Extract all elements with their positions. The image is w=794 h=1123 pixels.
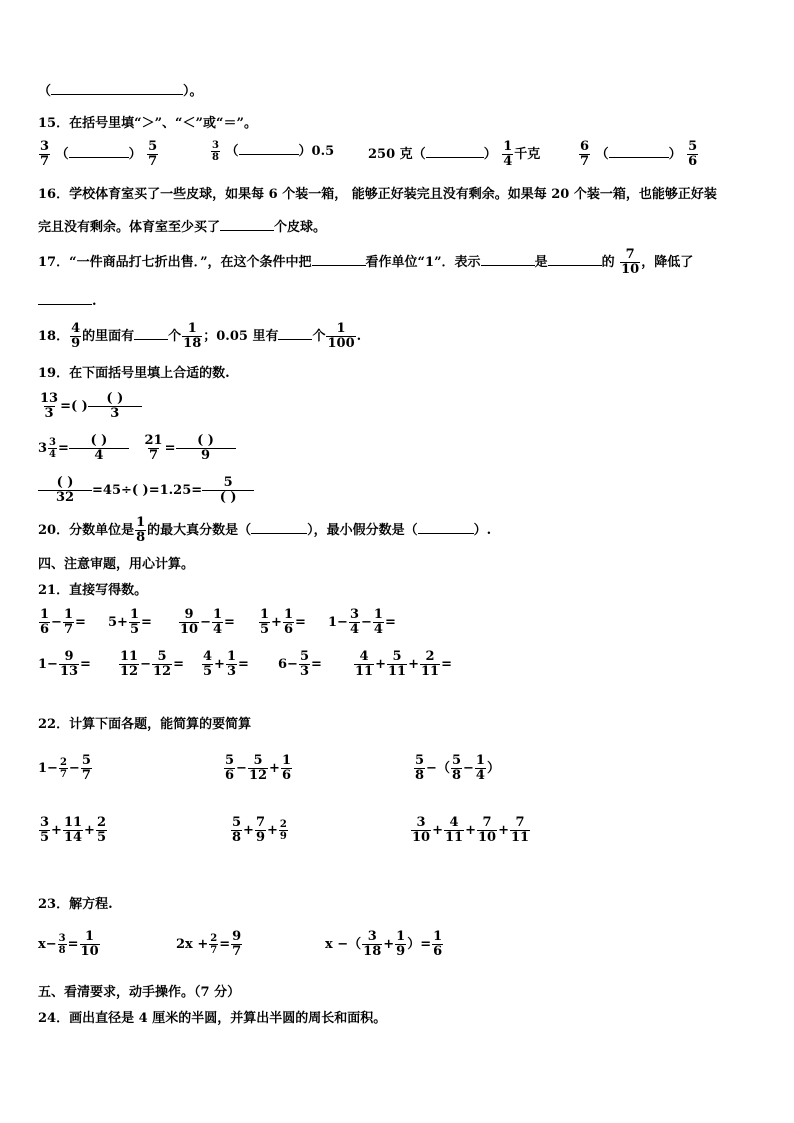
answer-blank[interactable] xyxy=(51,82,183,95)
numerator: 1 xyxy=(373,607,383,622)
fraction xyxy=(510,816,530,845)
numerator: 2 xyxy=(96,815,106,830)
numerator: 1 xyxy=(63,607,73,622)
denominator: 7 xyxy=(232,944,242,959)
calc-item xyxy=(258,608,306,637)
numerator: 3 xyxy=(40,815,50,830)
calc-item xyxy=(38,754,93,783)
fraction xyxy=(63,816,83,845)
operator: 2x + xyxy=(176,937,209,952)
q20: 20．分数单位是 $\frac{1}{8}$ 的最大真分数是（ ），最小假分数是（ ）. xyxy=(38,515,492,545)
expression xyxy=(325,929,444,959)
numerator: 5 xyxy=(415,753,425,768)
q23-title: 23．解方程. xyxy=(38,897,113,912)
compare-blank[interactable] xyxy=(69,145,129,158)
calc-item xyxy=(38,816,108,845)
denominator: 10 xyxy=(478,830,497,845)
answer-blank[interactable] xyxy=(278,327,312,340)
fraction xyxy=(281,754,292,783)
q15-item-4: $\frac{6}{7}$ （ ） $\frac{5}{6}$ xyxy=(580,139,698,169)
fraction: $\frac{1}{8}$ xyxy=(136,515,146,545)
answer-blank[interactable] xyxy=(134,327,168,340)
q16-line-2: 完且没有剩余。体育室至少买了 个皮球。 xyxy=(38,220,327,235)
numerator: 9 xyxy=(184,607,194,622)
denominator: 18 xyxy=(363,944,382,959)
fraction xyxy=(451,754,462,783)
expression xyxy=(176,929,243,959)
fraction xyxy=(226,650,237,679)
numerator: 11 xyxy=(120,649,139,664)
denominator: 12 xyxy=(248,768,268,783)
numerator: 2 xyxy=(279,819,287,830)
fraction: $\frac{3}{7}$ xyxy=(40,139,50,169)
fraction: $\frac{6}{7}$ xyxy=(580,139,590,169)
operator: = xyxy=(80,657,91,672)
numerator: 3 xyxy=(349,607,359,622)
numerator: 5 xyxy=(157,649,167,664)
denominator: 5 xyxy=(96,830,106,845)
expression xyxy=(178,607,235,637)
calc-item xyxy=(176,930,243,959)
denominator: 11 xyxy=(445,830,464,845)
calc-item xyxy=(413,754,500,783)
fraction xyxy=(58,933,67,956)
fraction: $\frac{3}{4}$ xyxy=(49,437,57,460)
q15-title: 15．在括号里填“＞”、“＜”或“＝”。 xyxy=(38,116,257,131)
q19-row-2: 3 $\frac{3}{4}$ = $\frac{( )}{4}$ $\frac{21}{7}$ = $\frac{( )}{9}$ xyxy=(38,434,236,463)
denominator: 8 xyxy=(58,945,66,956)
numerator: 4 xyxy=(359,649,369,664)
numerator: 4 xyxy=(203,649,213,664)
q16-line-1: 16．学校体育室买了一些皮球，如果每 6 个装一箱， 能够正好装完且没有剩余。如果每 20 个装一箱，也能够正好装 xyxy=(38,187,717,202)
fraction-blank: $\frac{( )}{32}$ xyxy=(39,476,91,505)
fraction xyxy=(81,754,92,783)
numerator: 5 xyxy=(253,753,263,768)
operator: + xyxy=(432,823,443,838)
answer-blank[interactable] xyxy=(251,521,307,534)
fraction xyxy=(39,608,50,637)
numerator: 11 xyxy=(63,815,83,830)
calc-item xyxy=(38,650,91,679)
numerator: 7 xyxy=(255,815,265,830)
answer-blank[interactable] xyxy=(548,253,602,266)
expression xyxy=(38,929,101,959)
denominator: 5 xyxy=(203,664,213,679)
q15-item-1: $\frac{3}{7}$ （ ） $\frac{5}{7}$ xyxy=(40,139,158,169)
denominator: 11 xyxy=(511,830,530,845)
expression xyxy=(38,753,93,783)
calc-item xyxy=(328,608,396,637)
q15-item-2: $\frac{3}{8}$ （ ）0.5 xyxy=(212,140,335,163)
numerator: 3 xyxy=(58,933,66,944)
denominator: 10 xyxy=(80,944,99,959)
expression xyxy=(230,815,289,845)
operator: + xyxy=(408,657,419,672)
calc-item xyxy=(325,930,444,959)
expression xyxy=(38,815,108,845)
fraction xyxy=(362,930,382,959)
q19-row-1: $\frac{13}{3}$ =( ) $\frac{( )}{3}$ xyxy=(38,392,142,421)
numerator: 7 xyxy=(482,815,492,830)
numerator: 1 xyxy=(226,649,236,664)
denominator: 11 xyxy=(388,664,407,679)
operator: + xyxy=(375,657,386,672)
calc-item xyxy=(410,816,531,845)
fraction-blank: $\frac{5}{( )}$ xyxy=(203,476,253,505)
calc-item xyxy=(38,930,101,959)
operator: = xyxy=(384,615,396,630)
fraction-blank: $\frac{( )}{9}$ xyxy=(177,434,235,463)
numerator: 1 xyxy=(281,753,291,768)
operator: −（ xyxy=(426,761,450,776)
operator: = xyxy=(219,937,231,952)
numerator: 5 xyxy=(392,649,402,664)
fraction: $\frac{7}{10}$ xyxy=(621,247,640,277)
answer-blank[interactable] xyxy=(312,253,366,266)
operator: x −（ xyxy=(325,937,362,952)
expression xyxy=(38,607,86,637)
operator: − xyxy=(236,761,247,776)
calc-item xyxy=(230,816,289,845)
expression xyxy=(108,607,152,637)
answer-blank[interactable] xyxy=(38,292,92,305)
fraction: $\frac{5}{6}$ xyxy=(688,139,698,169)
denominator: 8 xyxy=(451,768,461,783)
q19-row-3: $\frac{( )}{32}$ =45÷( )=1.25= $\frac{5}{( )}$ xyxy=(38,476,254,505)
denominator: 5 xyxy=(40,830,50,845)
fraction xyxy=(411,816,431,845)
operator: + xyxy=(243,823,254,838)
fraction xyxy=(39,816,50,845)
fraction: $\frac{1}{100}$ xyxy=(327,321,355,351)
fraction: $\frac{1}{18}$ xyxy=(183,321,202,351)
denominator: 11 xyxy=(421,664,440,679)
operator: + xyxy=(84,823,95,838)
compare-blank[interactable] xyxy=(426,145,484,158)
fraction: $\frac{21}{7}$ xyxy=(144,433,163,463)
operator: + xyxy=(271,615,282,630)
numerator: 3 xyxy=(416,815,426,830)
numerator: 9 xyxy=(232,929,242,944)
denominator: 7 xyxy=(210,945,218,956)
compare-blank[interactable] xyxy=(239,142,299,155)
operator: = xyxy=(295,615,306,630)
fraction xyxy=(475,754,486,783)
operator: + xyxy=(214,657,225,672)
calc-item xyxy=(118,650,184,679)
denominator: 6 xyxy=(281,768,291,783)
numerator: 1 xyxy=(283,607,293,622)
calc-item xyxy=(201,650,249,679)
fraction xyxy=(224,754,235,783)
denominator: 7 xyxy=(63,622,73,637)
denominator: 8 xyxy=(415,768,425,783)
fraction xyxy=(444,816,464,845)
expression xyxy=(410,815,531,845)
fraction: $\frac{3}{8}$ xyxy=(212,140,219,163)
answer-blank[interactable] xyxy=(418,521,474,534)
operator: − xyxy=(200,615,211,630)
operator: = xyxy=(224,615,235,630)
fraction xyxy=(349,608,360,637)
denominator: 9 xyxy=(255,830,265,845)
answer-blank[interactable] xyxy=(220,218,274,231)
operator: x− xyxy=(38,937,57,952)
operator: + xyxy=(465,823,476,838)
numerator: 9 xyxy=(64,649,74,664)
fraction xyxy=(299,650,310,679)
numerator: 3 xyxy=(367,929,377,944)
denominator: 6 xyxy=(40,622,50,637)
fraction xyxy=(420,650,440,679)
operator: + xyxy=(383,937,395,952)
numerator: 1 xyxy=(475,753,485,768)
denominator: 10 xyxy=(180,622,199,637)
fraction xyxy=(59,650,79,679)
fraction xyxy=(231,816,242,845)
operator: 5+ xyxy=(108,615,128,630)
fraction xyxy=(414,754,425,783)
numerator: 5 xyxy=(225,753,235,768)
compare-blank[interactable] xyxy=(609,145,669,158)
operator: − xyxy=(140,657,151,672)
denominator: 10 xyxy=(412,830,431,845)
section-5-heading: 五、看清要求，动手操作。（7 分） xyxy=(38,985,241,1000)
operator: − xyxy=(51,615,62,630)
calc-item xyxy=(223,754,293,783)
calc-item xyxy=(353,650,452,679)
operator: + xyxy=(498,823,509,838)
fraction xyxy=(387,650,407,679)
fraction-blank: $\frac{( )}{3}$ xyxy=(89,392,141,421)
numerator: 4 xyxy=(449,815,459,830)
numerator: 7 xyxy=(515,815,525,830)
denominator: 7 xyxy=(81,768,91,783)
denominator: 4 xyxy=(373,622,383,637)
expression xyxy=(38,649,91,679)
operator: = xyxy=(67,937,79,952)
fraction xyxy=(477,816,497,845)
denominator: 6 xyxy=(283,622,293,637)
denominator: 9 xyxy=(279,831,287,842)
fraction xyxy=(259,608,270,637)
numerator: 5 xyxy=(299,649,309,664)
denominator: 3 xyxy=(299,664,309,679)
fraction xyxy=(432,930,443,959)
fraction xyxy=(279,819,288,842)
numerator: 5 xyxy=(232,815,242,830)
numerator: 1 xyxy=(396,929,406,944)
fraction: $\frac{5}{7}$ xyxy=(148,139,158,169)
denominator: 4 xyxy=(213,622,223,637)
fraction xyxy=(179,608,199,637)
denominator: 13 xyxy=(59,664,79,679)
calc-item xyxy=(178,608,235,637)
prev-question-answer-blank: （ ）。 xyxy=(38,84,203,99)
denominator: 5 xyxy=(260,622,270,637)
fraction xyxy=(129,608,140,637)
q24: 24．画出直径是 4 厘米的半圆，并算出半圆的周长和面积。 xyxy=(38,1011,387,1026)
fraction xyxy=(354,650,374,679)
operator: + xyxy=(267,823,278,838)
fraction xyxy=(63,608,74,637)
operator: = xyxy=(141,615,152,630)
denominator: 14 xyxy=(63,830,83,845)
fraction xyxy=(96,816,107,845)
denominator: 7 xyxy=(59,769,67,780)
fraction xyxy=(373,608,384,637)
denominator: 11 xyxy=(355,664,374,679)
expression xyxy=(223,753,293,783)
expression xyxy=(413,753,500,783)
answer-blank[interactable] xyxy=(481,253,535,266)
fraction xyxy=(248,754,268,783)
numerator: 1 xyxy=(213,607,223,622)
numerator: 1 xyxy=(40,607,50,622)
expression xyxy=(353,649,452,679)
expression xyxy=(328,607,396,637)
numerator: 1 xyxy=(129,607,139,622)
calc-item xyxy=(278,650,322,679)
operator: = xyxy=(441,657,452,672)
operator: 6− xyxy=(278,657,298,672)
q17-line-1: 17．“一件商品打七折出售．”，在这个条件中把 看作单位“1”．表示 是 的 $\frac{7}{10}$ ，降低了 xyxy=(38,247,694,277)
denominator: 4 xyxy=(349,622,359,637)
fraction: $\frac{1}{4}$ xyxy=(503,139,513,169)
numerator: 1 xyxy=(85,929,95,944)
denominator: 5 xyxy=(129,622,139,637)
fraction: $\frac{13}{3}$ xyxy=(40,391,59,421)
operator: = xyxy=(173,657,184,672)
operator: 1− xyxy=(38,761,58,776)
denominator: 6 xyxy=(225,768,235,783)
q22-title: 22．计算下面各题，能简算的要简算 xyxy=(38,717,252,732)
calc-item xyxy=(108,608,152,637)
operator: 1− xyxy=(328,615,348,630)
denominator: 12 xyxy=(153,664,172,679)
q19-title: 19．在下面括号里填上合适的数. xyxy=(38,366,230,381)
expression xyxy=(201,649,249,679)
section-4-heading: 四、注意审题，用心计算。 xyxy=(38,557,195,572)
numerator: 1 xyxy=(433,929,443,944)
fraction: $\frac{4}{9}$ xyxy=(71,321,81,351)
operator: ）= xyxy=(407,937,432,952)
expression xyxy=(258,607,306,637)
fraction xyxy=(119,650,139,679)
denominator: 6 xyxy=(433,944,443,959)
operator: + xyxy=(269,761,280,776)
operator: ） xyxy=(486,761,500,776)
fraction xyxy=(59,757,68,780)
fraction xyxy=(231,930,242,959)
expression xyxy=(278,649,322,679)
numerator: 2 xyxy=(210,933,218,944)
fraction xyxy=(80,930,100,959)
numerator: 5 xyxy=(81,753,91,768)
operator: + xyxy=(51,823,62,838)
expression xyxy=(118,649,184,679)
fraction-blank: $\frac{( )}{4}$ xyxy=(70,434,128,463)
denominator: 3 xyxy=(226,664,236,679)
q21-title: 21．直接写得数。 xyxy=(38,583,148,598)
numerator: 2 xyxy=(425,649,435,664)
fraction xyxy=(212,608,223,637)
fraction xyxy=(209,933,218,956)
operator: = xyxy=(238,657,249,672)
calc-item xyxy=(38,608,86,637)
operator: = xyxy=(311,657,322,672)
operator: − xyxy=(68,761,80,776)
operator: 1− xyxy=(38,657,58,672)
q17-line-2: . xyxy=(38,292,97,311)
denominator: 12 xyxy=(120,664,139,679)
fraction xyxy=(395,930,406,959)
q18: 18． $\frac{4}{9}$ 的里面有 个 $\frac{1}{18}$ ；0.05 里有 个 $\frac{1}{100}$ . xyxy=(38,321,362,351)
fraction xyxy=(152,650,172,679)
numerator: 5 xyxy=(451,753,461,768)
operator: = xyxy=(75,615,86,630)
fraction xyxy=(202,650,213,679)
denominator: 8 xyxy=(232,830,242,845)
operator: − xyxy=(361,615,372,630)
q15-item-3: 250 克（ ） $\frac{1}{4}$ 千克 xyxy=(368,139,541,169)
numerator: 1 xyxy=(260,607,270,622)
operator: − xyxy=(463,761,474,776)
fraction xyxy=(283,608,294,637)
denominator: 9 xyxy=(396,944,406,959)
numerator: 2 xyxy=(59,757,67,768)
fraction xyxy=(255,816,266,845)
denominator: 4 xyxy=(475,768,485,783)
